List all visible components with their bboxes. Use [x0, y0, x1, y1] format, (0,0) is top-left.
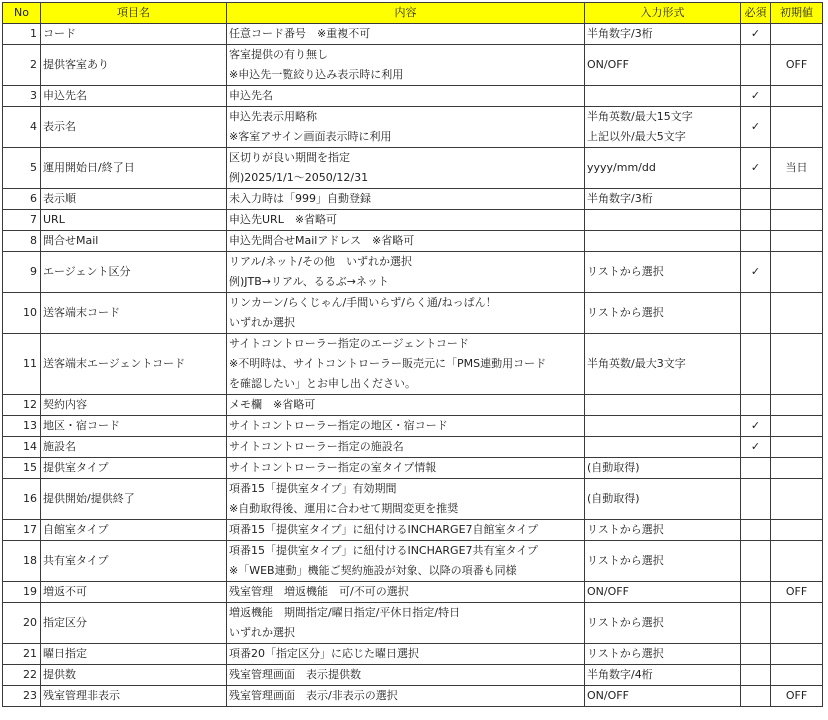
default-value [771, 107, 823, 148]
content-line: 項番15「提供室タイプ」有効期間 [229, 482, 397, 495]
required-check [741, 603, 771, 644]
row-number: 15 [3, 458, 41, 479]
format-cell [585, 603, 741, 644]
content-line: 項番15「提供室タイプ」に紐付けるINCHARGE7自館室タイプ [229, 523, 538, 536]
format-cell [585, 665, 741, 686]
format-cell [585, 458, 741, 479]
item-name: 契約内容 [41, 395, 227, 416]
default-value [771, 603, 823, 644]
item-name: コード [41, 24, 227, 45]
default-value [771, 252, 823, 293]
table-row [3, 45, 823, 86]
format-line: リストから選択 [587, 523, 664, 536]
header-content: 内容 [227, 3, 585, 24]
content-line: を確認したい」とお申し出ください。 [229, 377, 416, 390]
required-check [741, 458, 771, 479]
format-line: ON/OFF [587, 58, 629, 71]
row-number: 12 [3, 395, 41, 416]
header-default: 初期値 [771, 3, 823, 24]
required-check [741, 665, 771, 686]
content-line: いずれか選択 [229, 626, 295, 639]
item-name: 表示順 [41, 189, 227, 210]
content-line: サイトコントローラー指定の地区・宿コード [229, 419, 448, 432]
table-row [3, 395, 823, 416]
default-value [771, 479, 823, 520]
row-number: 10 [3, 293, 41, 334]
default-value [771, 86, 823, 107]
format-cell [585, 437, 741, 458]
required-check [741, 644, 771, 665]
required-check: ✓ [741, 86, 771, 107]
format-line: ON/OFF [587, 585, 629, 598]
content-cell [227, 252, 585, 293]
content-cell [227, 189, 585, 210]
default-value [771, 231, 823, 252]
header-item: 項目名 [41, 3, 227, 24]
item-name: 共有室タイプ [41, 541, 227, 582]
required-check [741, 541, 771, 582]
required-check: ✓ [741, 148, 771, 189]
format-cell [585, 582, 741, 603]
required-check [741, 582, 771, 603]
header-format: 入力形式 [585, 3, 741, 24]
content-line: 項番15「提供室タイプ」に紐付けるINCHARGE7共有室タイプ [229, 544, 538, 557]
format-line: 半角英数/最大3文字 [587, 357, 686, 370]
content-line: 例)JTB→リアル、るるぶ→ネット [229, 275, 389, 288]
content-cell [227, 293, 585, 334]
row-number: 19 [3, 582, 41, 603]
row-number: 3 [3, 86, 41, 107]
table-row [3, 86, 823, 107]
item-name: 申込先名 [41, 86, 227, 107]
row-number: 23 [3, 686, 41, 707]
format-line: リストから選択 [587, 647, 664, 660]
item-name: 自館室タイプ [41, 520, 227, 541]
row-number: 20 [3, 603, 41, 644]
table-row [3, 520, 823, 541]
content-cell [227, 210, 585, 231]
format-cell [585, 231, 741, 252]
content-line: 客室提供の有り無し [229, 48, 328, 61]
item-name: 指定区分 [41, 603, 227, 644]
row-number: 2 [3, 45, 41, 86]
table-row [3, 644, 823, 665]
table-row [3, 210, 823, 231]
default-value [771, 665, 823, 686]
content-cell [227, 395, 585, 416]
content-line: 申込先表示用略称 [229, 110, 317, 123]
required-check [741, 520, 771, 541]
row-number: 7 [3, 210, 41, 231]
table-row [3, 148, 823, 189]
row-number: 14 [3, 437, 41, 458]
format-line: (自動取得) [587, 461, 640, 474]
format-cell [585, 86, 741, 107]
spec-table [2, 2, 823, 707]
format-cell [585, 479, 741, 520]
required-check: ✓ [741, 416, 771, 437]
item-name: 送客端末コード [41, 293, 227, 334]
format-cell [585, 45, 741, 86]
required-check: ✓ [741, 252, 771, 293]
content-cell [227, 479, 585, 520]
format-line: リストから選択 [587, 306, 664, 319]
default-value [771, 437, 823, 458]
item-name: 提供数 [41, 665, 227, 686]
format-cell [585, 24, 741, 45]
item-name: URL [41, 210, 227, 231]
content-cell [227, 86, 585, 107]
format-cell [585, 148, 741, 189]
default-value [771, 541, 823, 582]
content-cell [227, 458, 585, 479]
format-cell [585, 644, 741, 665]
content-line: サイトコントローラー指定の施設名 [229, 440, 404, 453]
table-row [3, 582, 823, 603]
header-required: 必須 [741, 3, 771, 24]
content-cell [227, 334, 585, 395]
row-number: 4 [3, 107, 41, 148]
content-cell [227, 603, 585, 644]
default-value [771, 24, 823, 45]
table-row [3, 416, 823, 437]
format-line: ON/OFF [587, 689, 629, 702]
content-line: 残室管理画面 表示/非表示の選択 [229, 689, 398, 702]
content-line: ※客室アサイン画面表示時に利用 [229, 130, 392, 143]
content-line: ※申込先一覧絞り込み表示時に利用 [229, 68, 404, 81]
format-line: リストから選択 [587, 554, 664, 567]
required-check: ✓ [741, 24, 771, 45]
format-cell [585, 293, 741, 334]
default-value: OFF [771, 582, 823, 603]
row-number: 6 [3, 189, 41, 210]
content-line: サイトコントローラー指定のエージェントコード [229, 337, 469, 350]
default-value [771, 458, 823, 479]
content-line: リンカーン/らくじゃん/手間いらず/らく通/ねっぱん！ [229, 296, 497, 309]
format-cell [585, 107, 741, 148]
content-line: 未入力時は「999」自動登録 [229, 192, 371, 205]
content-line: リアル/ネット/その他 いずれか選択 [229, 255, 412, 268]
required-check [741, 334, 771, 395]
format-cell [585, 189, 741, 210]
row-number: 22 [3, 665, 41, 686]
required-check [741, 189, 771, 210]
content-cell [227, 686, 585, 707]
table-row [3, 479, 823, 520]
format-line: 半角数字/3桁 [587, 192, 653, 205]
required-check [741, 686, 771, 707]
required-check [741, 45, 771, 86]
content-cell [227, 148, 585, 189]
default-value [771, 416, 823, 437]
row-number: 16 [3, 479, 41, 520]
item-name: 表示名 [41, 107, 227, 148]
item-name: 増返不可 [41, 582, 227, 603]
content-cell [227, 541, 585, 582]
format-cell [585, 686, 741, 707]
format-line: 上記以外/最大5文字 [587, 130, 686, 143]
table-row [3, 334, 823, 395]
content-line: 任意コード番号 ※重複不可 [229, 27, 371, 40]
default-value [771, 644, 823, 665]
required-check [741, 395, 771, 416]
table-row [3, 231, 823, 252]
row-number: 11 [3, 334, 41, 395]
required-check [741, 293, 771, 334]
content-line: ※「WEB連動」機能ご契約施設が対象、以降の項番も同様 [229, 564, 517, 577]
format-cell [585, 395, 741, 416]
row-number: 17 [3, 520, 41, 541]
content-line: 区切りが良い期間を指定 [229, 151, 350, 164]
item-name: 曜日指定 [41, 644, 227, 665]
table-row [3, 458, 823, 479]
content-cell [227, 416, 585, 437]
content-line: 残室管理画面 表示提供数 [229, 668, 361, 681]
default-value [771, 520, 823, 541]
content-line: 増返機能 期間指定/曜日指定/平休日指定/特日 [229, 606, 461, 619]
item-name: 提供室タイプ [41, 458, 227, 479]
required-check: ✓ [741, 437, 771, 458]
format-cell [585, 210, 741, 231]
format-line: yyyy/mm/dd [587, 161, 656, 174]
content-line: 申込先名 [229, 89, 273, 102]
content-cell [227, 582, 585, 603]
table-row [3, 437, 823, 458]
format-line: 半角数字/4桁 [587, 668, 653, 681]
content-line: 項番20「指定区分」に応じた曜日選択 [229, 647, 419, 660]
header-no: No [3, 3, 41, 24]
content-cell [227, 45, 585, 86]
content-cell [227, 644, 585, 665]
default-value [771, 210, 823, 231]
content-line: 申込先問合せMailアドレス ※省略可 [229, 234, 415, 247]
item-name: 問合せMail [41, 231, 227, 252]
item-name: 送客端末エージェントコード [41, 334, 227, 395]
content-line: サイトコントローラー指定の室タイプ情報 [229, 461, 437, 474]
table-row [3, 686, 823, 707]
content-line: ※自動取得後、運用に合わせて期間変更を推奨 [229, 502, 459, 515]
table-row [3, 189, 823, 210]
content-line: 申込先URL ※省略可 [229, 213, 338, 226]
format-cell [585, 520, 741, 541]
item-name: エージェント区分 [41, 252, 227, 293]
content-line: 残室管理 増返機能 可/不可の選択 [229, 585, 409, 598]
default-value [771, 395, 823, 416]
format-cell [585, 541, 741, 582]
row-number: 5 [3, 148, 41, 189]
default-value [771, 293, 823, 334]
required-check [741, 479, 771, 520]
format-cell [585, 252, 741, 293]
format-line: 半角英数/最大15文字 [587, 110, 693, 123]
format-line: リストから選択 [587, 265, 664, 278]
table-row [3, 541, 823, 582]
default-value [771, 189, 823, 210]
table-row [3, 252, 823, 293]
format-cell [585, 334, 741, 395]
content-line: ※不明時は、サイトコントローラー販売元に「PMS連動用コード [229, 357, 547, 370]
table-row [3, 293, 823, 334]
default-value: OFF [771, 45, 823, 86]
required-check [741, 210, 771, 231]
default-value [771, 334, 823, 395]
content-cell [227, 665, 585, 686]
format-line: (自動取得) [587, 492, 640, 505]
table-row [3, 665, 823, 686]
format-line: 半角数字/3桁 [587, 27, 653, 40]
content-line: 例)2025/1/1～2050/12/31 [229, 171, 369, 184]
default-value: OFF [771, 686, 823, 707]
row-number: 9 [3, 252, 41, 293]
required-check: ✓ [741, 107, 771, 148]
table-row [3, 603, 823, 644]
item-name: 運用開始日/終了日 [41, 148, 227, 189]
item-name: 地区・宿コード [41, 416, 227, 437]
header-row [3, 3, 823, 24]
content-cell [227, 231, 585, 252]
table-row [3, 107, 823, 148]
item-name: 提供開始/提供終了 [41, 479, 227, 520]
required-check [741, 231, 771, 252]
item-name: 残室管理非表示 [41, 686, 227, 707]
item-name: 施設名 [41, 437, 227, 458]
content-line: いずれか選択 [229, 316, 295, 329]
row-number: 1 [3, 24, 41, 45]
content-cell [227, 520, 585, 541]
default-value: 当日 [771, 148, 823, 189]
content-cell [227, 437, 585, 458]
content-cell [227, 107, 585, 148]
format-cell [585, 416, 741, 437]
format-line: リストから選択 [587, 616, 664, 629]
table-row [3, 24, 823, 45]
row-number: 18 [3, 541, 41, 582]
content-cell [227, 24, 585, 45]
row-number: 21 [3, 644, 41, 665]
row-number: 8 [3, 231, 41, 252]
item-name: 提供客室あり [41, 45, 227, 86]
content-line: メモ欄 ※省略可 [229, 398, 316, 411]
row-number: 13 [3, 416, 41, 437]
